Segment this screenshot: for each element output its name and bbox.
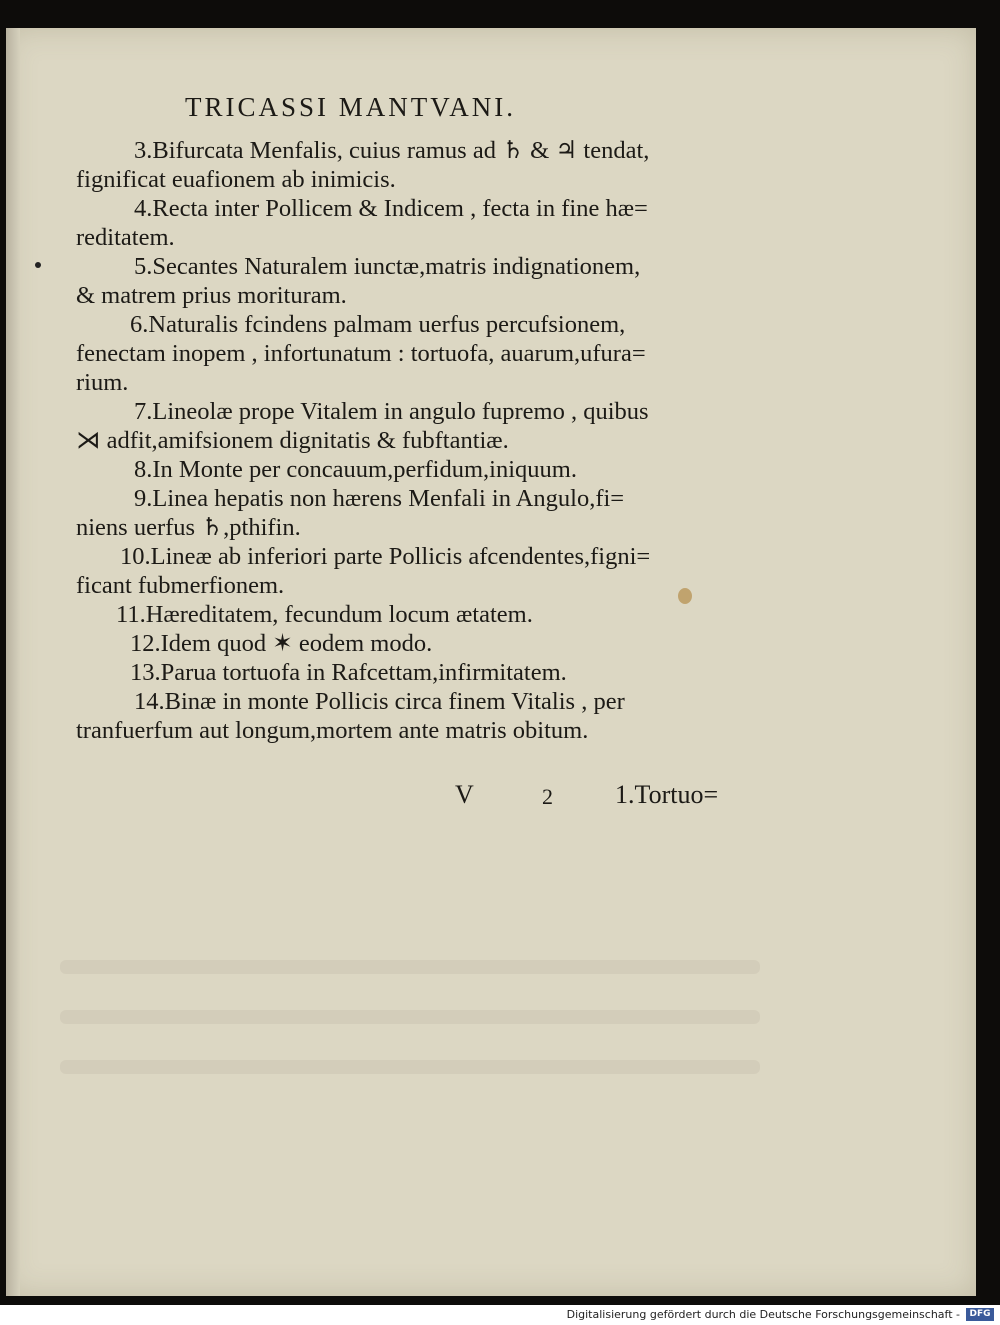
text-line: 10.Lineæ ab inferiori parte Pollicis afcendentes,figni= bbox=[120, 543, 651, 570]
text-line: 12.Idem quod ✶ eodem modo. bbox=[130, 630, 433, 657]
text-line: ⋊ adfit,amifsionem dignitatis & fubftantiæ. bbox=[76, 427, 509, 454]
signature-mark: V bbox=[455, 780, 474, 809]
text-line: reditatem. bbox=[76, 224, 175, 251]
show-through-line bbox=[60, 960, 760, 974]
paper-stain bbox=[678, 588, 692, 604]
text-line: rium. bbox=[76, 369, 129, 396]
show-through-line bbox=[60, 1010, 760, 1024]
text-line: fignificat euafionem ab inimicis. bbox=[76, 166, 396, 193]
page-gutter bbox=[6, 28, 20, 1296]
text-line: 6.Naturalis fcindens palmam uerfus percufsionem, bbox=[130, 311, 626, 338]
text-line: fenectam inopem , infortunatum : tortuofa, auarum,ufura= bbox=[76, 340, 646, 367]
text-line: 5.Secantes Naturalem iunctæ,matris indignationem, bbox=[134, 253, 641, 280]
footer-bar bbox=[0, 1305, 1000, 1325]
text-line: 14.Binæ in monte Pollicis circa finem Vitalis , per bbox=[134, 688, 625, 715]
text-line: 11.Hæreditatem, fecundum locum ætatem. bbox=[116, 601, 533, 628]
dfg-logo-icon: DFG bbox=[966, 1308, 994, 1321]
text-line: 13.Parua tortuofa in Rafcettam,infirmitatem. bbox=[130, 659, 567, 686]
funding-credit: Digitalisierung gefördert durch die Deutsche Forschungsgemeinschaft - bbox=[566, 1308, 960, 1321]
text-line: 9.Linea hepatis non hærens Menfali in Angulo,fi= bbox=[134, 485, 625, 512]
running-head: TRICASSI MANTVANI. bbox=[185, 92, 517, 122]
text-line: 3.Bifurcata Menfalis, cuius ramus ad ♄ & ♃ tendat, bbox=[134, 137, 650, 164]
text-line: tranfuerfum aut longum,mortem ante matris obitum. bbox=[76, 717, 589, 744]
text-line: 7.Lineolæ prope Vitalem in angulo fupremo , quibus bbox=[134, 398, 649, 425]
ink-blot bbox=[35, 262, 41, 268]
text-line: ficant fubmerfionem. bbox=[76, 572, 285, 599]
text-line: 8.In Monte per concauum,perfidum,iniquum. bbox=[134, 456, 577, 483]
text-line: niens uerfus ♄,pthifin. bbox=[76, 514, 301, 541]
text-line: 4.Recta inter Pollicem & Indicem , fecta in fine hæ= bbox=[134, 195, 648, 222]
text-line: & matrem prius morituram. bbox=[76, 282, 347, 309]
show-through-line bbox=[60, 1060, 760, 1074]
catchword: 1.Tortuo= bbox=[615, 780, 719, 809]
signature-number: 2 bbox=[542, 784, 553, 809]
